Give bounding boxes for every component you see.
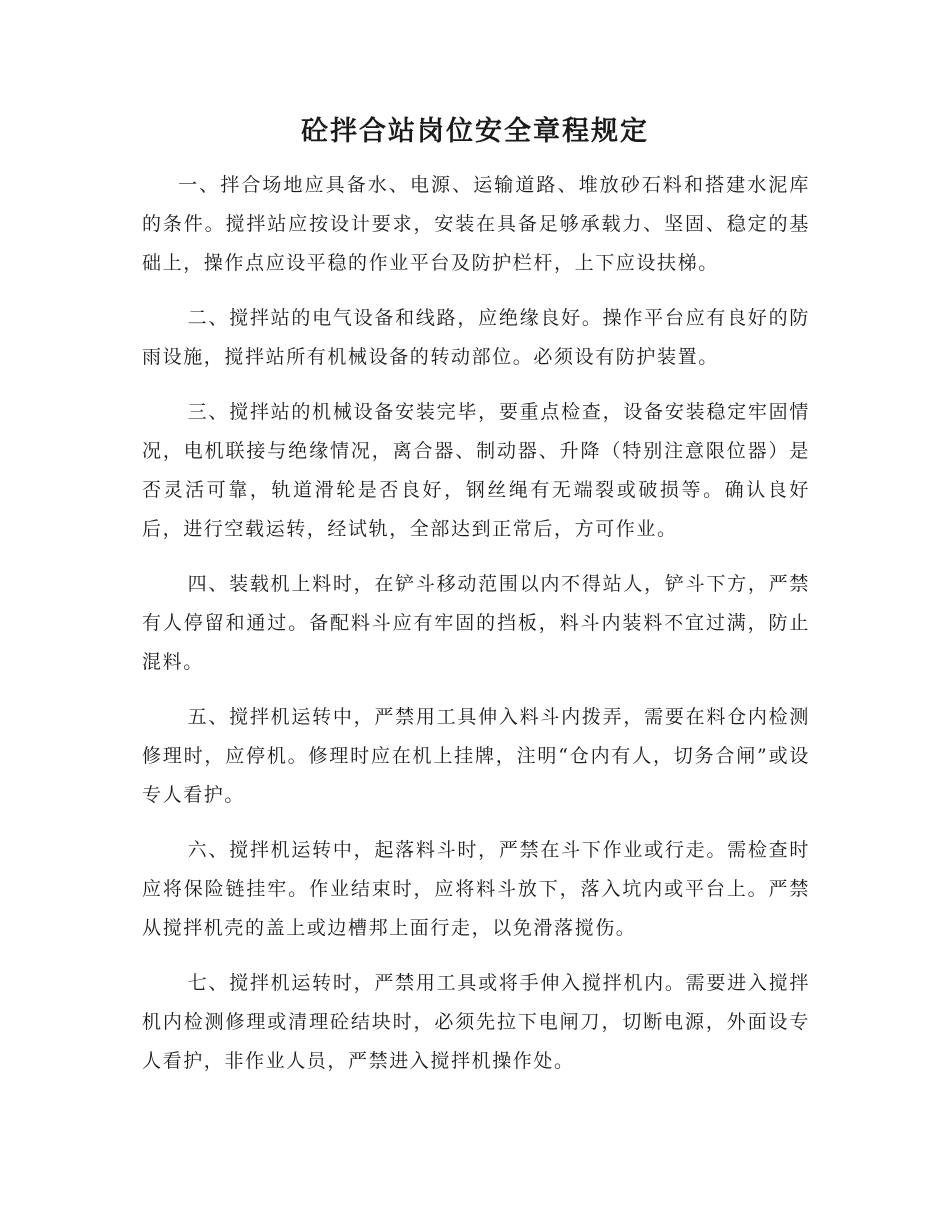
paragraph-6: 六、搅拌机运转中，起落料斗时，严禁在斗下作业或行走。需检查时应将保险链挂牢。作业结束时，应将料斗放下，落入坑内或平台上。严禁从搅拌机壳的盖上或边槽邦上面行走，以免滑落搅伤。 <box>142 839 810 939</box>
paragraph-4: 四、装载机上料时，在铲斗移动范围以内不得站人，铲斗下方，严禁有人停留和通过。备配料斗应有牢固的挡板，料斗内装料不宜过满，防止混料。 <box>142 573 810 673</box>
paragraph-5: 五、搅拌机运转中，严禁用工具伸入料斗内拨弄，需要在料仓内检测修理时，应停机。修理时应在机上挂牌，注明“仓内有人，切务合闸”或设专人看护。 <box>142 706 810 806</box>
paragraph-7: 七、搅拌机运转时，严禁用工具或将手伸入搅拌机内。需要进入搅拌机内检测修理或清理砼结块时，必须先拉下电闸刀，切断电源，外面设专人看护，非作业人员，严禁进入搅拌机操作处。 <box>142 972 810 1072</box>
document-body <box>142 166 810 1097</box>
paragraph-2: 二、搅拌站的电气设备和线路，应绝缘良好。操作平台应有良好的防雨设施，搅拌站所有机械设备的转动部位。必须设有防护装置。 <box>142 307 810 368</box>
paragraph-3: 三、搅拌站的机械设备安装完毕，要重点检查，设备安装稳定牢固情况，电机联接与绝缘情况，离合器、制动器、升降（特别注意限位器）是否灵活可靠，轨道滑轮是否良好，钢丝绳有无端裂或破损等。确认良好后，进行空载运转，经试轨，全部达到正常后，方可作业。 <box>142 401 810 540</box>
document-title: 砼拌合站岗位安全章程规定 <box>301 116 649 147</box>
paragraph-1: 一、拌合场地应具备水、电源、运输道路、堆放砂石料和搭建水泥库的条件。搅拌站应按设计要求，安装在具备足够承载力、坚固、稳定的基础上，操作点应设平稳的作业平台及防护栏杆，上下应设扶梯。 <box>142 174 810 274</box>
